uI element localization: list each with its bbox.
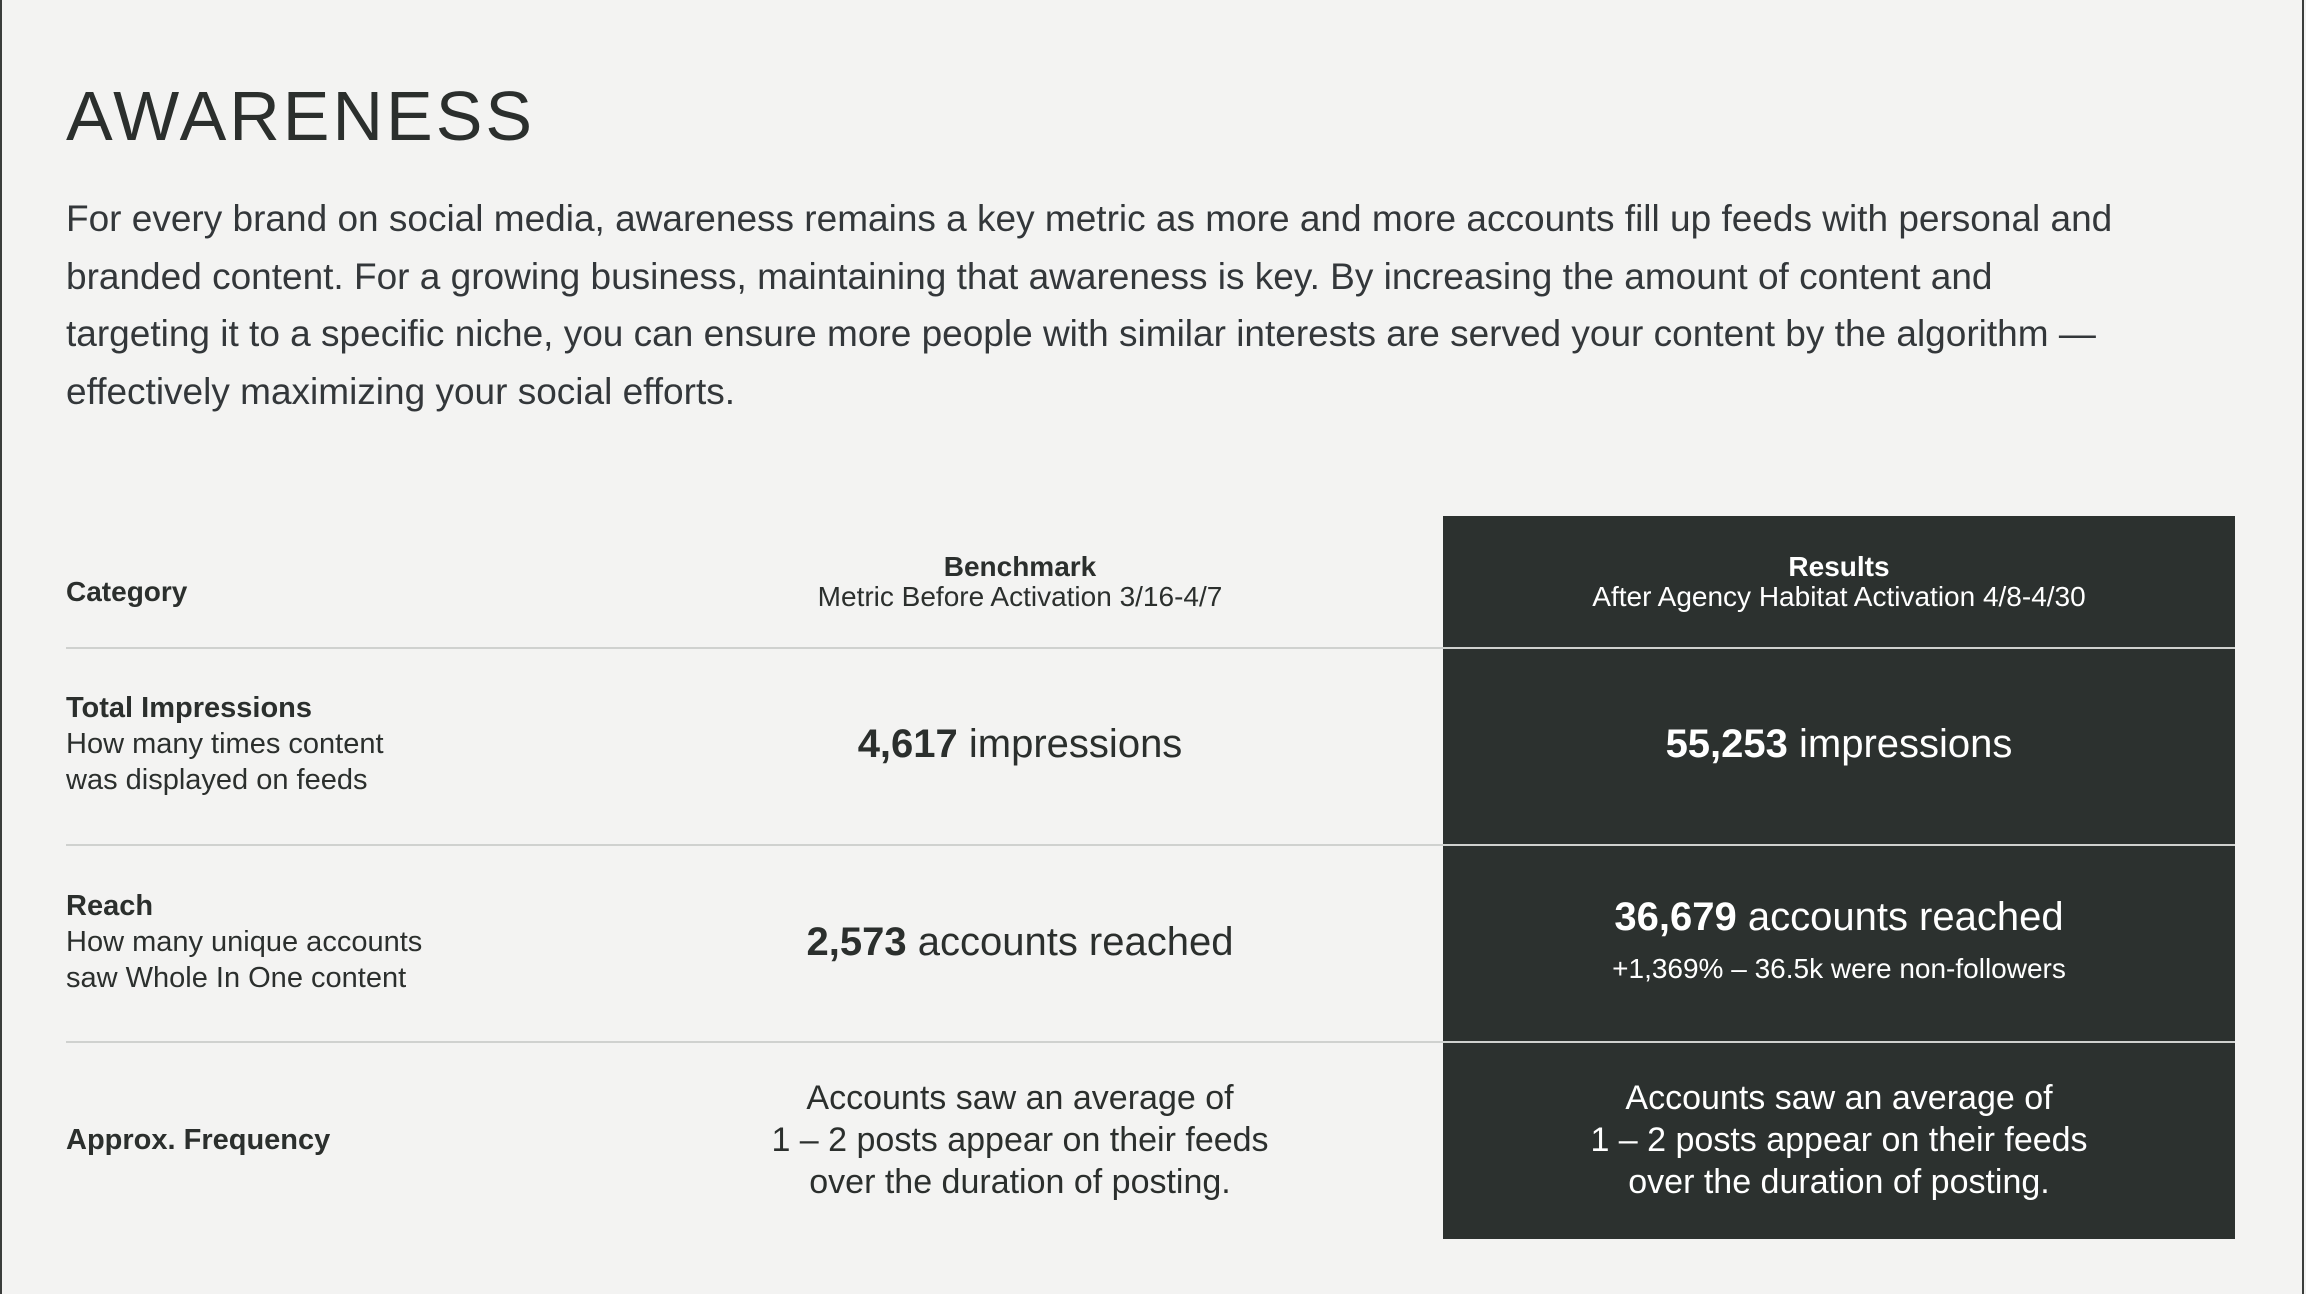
benchmark-header [700, 552, 1340, 612]
value-number: 4,617 [857, 722, 958, 766]
row-divider [66, 1041, 2235, 1043]
text-line: over the duration of posting. [809, 1163, 1231, 1201]
row-title: Total Impressions [66, 692, 313, 724]
results-impressions-value [1443, 720, 2235, 768]
value-number: 55,253 [1665, 722, 1788, 766]
page-title: AWARENESS [66, 77, 536, 155]
benchmark-frequency-text [700, 1077, 1340, 1203]
category-header: Category [66, 576, 188, 607]
row-label-frequency: Approx. Frequency [66, 1124, 331, 1156]
row-label-impressions [66, 690, 384, 798]
row-description: was displayed on feeds [66, 764, 368, 796]
value-unit: accounts reached [906, 920, 1234, 964]
row-description: How many times content [66, 728, 384, 760]
value-number: 2,573 [806, 920, 907, 964]
results-frequency-text [1443, 1077, 2235, 1203]
benchmark-reach-value [700, 918, 1340, 966]
results-header [1443, 552, 2235, 612]
results-title: Results [1788, 551, 1890, 582]
text-line: 1 – 2 posts appear on their feeds [1590, 1121, 2088, 1159]
row-description: How many unique accounts [66, 926, 423, 958]
text-line: 1 – 2 posts appear on their feeds [771, 1121, 1269, 1159]
intro-paragraph: For every brand on social media, awareness remains a key metric as more and more accounts fill up feeds with personal and branded content. For a growing business, maintaining that awareness is key. By increasing the amount of content and targeting it to a specific niche, you can ensure more people with similar interests are served your content by the algorithm — effectively maximizing your social efforts. [66, 198, 2113, 412]
benchmark-impressions-value [700, 720, 1340, 768]
benchmark-title: Benchmark [943, 551, 1097, 582]
value-unit: impressions [957, 722, 1183, 766]
row-title: Reach [66, 890, 154, 922]
results-reach-note: +1,369% – 36.5k were non-followers [1612, 953, 2066, 984]
value-number: 36,679 [1614, 895, 1737, 939]
text-line: over the duration of posting. [1628, 1163, 2050, 1201]
value-unit: impressions [1787, 722, 2013, 766]
row-divider [66, 647, 2235, 649]
row-divider [66, 844, 2235, 846]
results-subtitle: After Agency Habitat Activation 4/8-4/30 [1592, 581, 2086, 612]
text-line: Accounts saw an average of [806, 1079, 1234, 1117]
row-description: saw Whole In One content [66, 962, 407, 994]
results-reach-value [1443, 893, 2235, 941]
benchmark-subtitle: Metric Before Activation 3/16-4/7 [817, 581, 1223, 612]
value-unit: accounts reached [1736, 895, 2064, 939]
row-label-reach [66, 888, 422, 996]
text-line: Accounts saw an average of [1625, 1079, 2053, 1117]
